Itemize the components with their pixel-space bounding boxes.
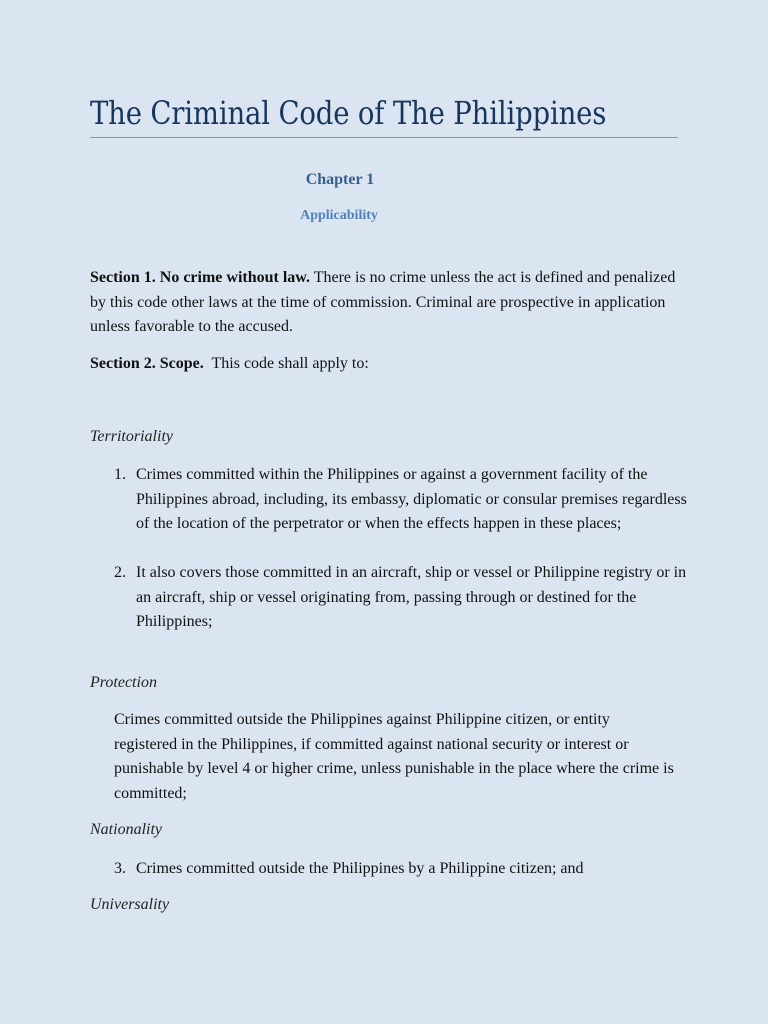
list-item-text: Crimes committed outside the Philippines by a Philippine citizen; and [136,860,584,877]
protection-heading: Protection [90,674,157,691]
section-2-text: This code shall apply to: [203,355,369,372]
list-item-number: 1. [114,466,126,483]
section-2-paragraph [90,352,690,377]
section-1-heading: Section 1. No crime without law. [90,269,310,286]
list-item-number: 2. [114,564,126,581]
list-item-text: Crimes committed within the Philippines or against a government facility of the Philippines abroad, including, its embassy, diplomatic or consular premises regardless of the location of the perpetrator or when the effects happen in these places; [136,466,687,532]
list-item [114,561,694,635]
title-underline-rule [90,137,678,138]
universality-heading: Universality [90,896,170,913]
chapter-heading: Chapter 1 [305,171,375,188]
section-1-paragraph [90,266,690,340]
list-item [114,463,694,537]
list-item [114,857,694,882]
territoriality-heading: Territoriality [90,428,173,445]
section-1-text: There is no crime unless the act is defined and penalized by this code other laws at the time of commission. Criminal are prospective in application unless favorable to the accused. [90,269,676,335]
chapter-subtitle: Applicability [300,208,378,223]
list-item-text: It also covers those committed in an aircraft, ship or vessel or Philippine registry or in an aircraft, ship or vessel originating from, passing through or destined for the Philippines; [136,564,687,630]
protection-paragraph: Crimes committed outside the Philippines against Philippine citizen, or entity registered in the Philippines, if committed against national security or interest or punishable by level 4 or higher crime, unless punishable in the place where the crime is committed; [114,711,674,802]
nationality-heading: Nationality [90,821,162,838]
section-2-heading: Section 2. Scope. [90,355,204,372]
list-item-number: 3. [114,860,126,877]
document-title: The Criminal Code of The Philippines [90,94,607,132]
